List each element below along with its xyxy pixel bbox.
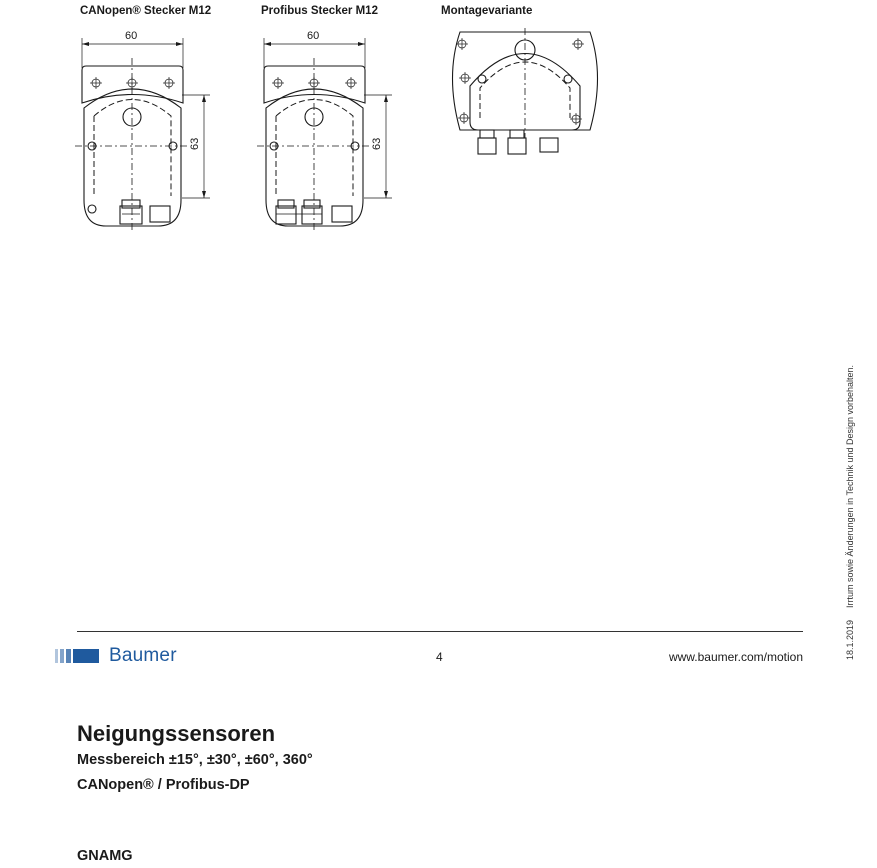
height-dimension-canopen: 63 — [189, 137, 201, 150]
baumer-logo-icon — [55, 649, 99, 663]
brand-name: Baumer — [109, 645, 177, 666]
document-subtitle-interface: CANopen® / Profibus-DP — [77, 777, 250, 793]
drawing-title-profibus: Profibus Stecker M12 — [261, 5, 378, 17]
page-number: 4 — [436, 650, 443, 664]
document-title: Neigungssensoren — [77, 721, 276, 746]
drawing-profibus — [252, 28, 412, 238]
document-subtitle-range: Messbereich ±15°, ±30°, ±60°, 360° — [77, 752, 313, 768]
footer-url[interactable]: www.baumer.com/motion — [668, 650, 803, 664]
width-dimension-profibus: 60 — [307, 30, 320, 42]
side-note-disclaimer: Irrtum sowie Änderungen in Technik und Design vorbehalten. — [845, 364, 855, 608]
footer-rule — [77, 631, 803, 632]
baumer-logo[interactable] — [55, 645, 177, 667]
drawing-canopen — [70, 28, 230, 238]
height-dimension-profibus: 63 — [371, 137, 383, 150]
drawing-title-montagevariante: Montagevariante — [441, 5, 533, 17]
product-code: GNAMG — [77, 848, 133, 864]
side-note — [845, 365, 855, 660]
width-dimension-canopen: 60 — [125, 30, 138, 42]
drawing-montagevariante — [440, 26, 610, 161]
side-note-date: 18.1.2019 — [845, 619, 855, 660]
drawing-title-canopen: CANopen® Stecker M12 — [80, 5, 212, 17]
